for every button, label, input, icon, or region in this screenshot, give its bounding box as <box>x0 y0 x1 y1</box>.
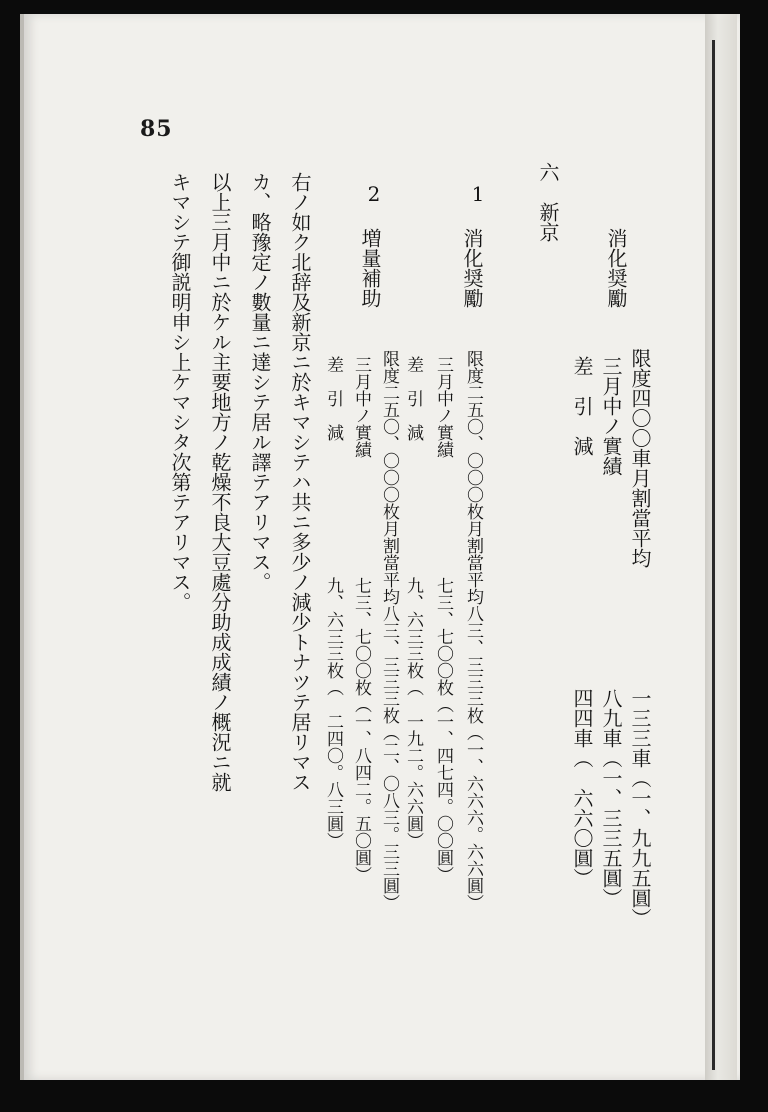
block-a-value1: 一三三車（一、九九五圓） <box>628 688 652 928</box>
page-number: 85 <box>140 116 173 142</box>
block-a-line2: 三月中ノ實績 <box>599 356 623 476</box>
item1-line1: 限度二五〇、〇〇〇枚月割當平均八三、三三三枚（一、六六六。六六圓） <box>463 350 483 911</box>
page-gutter <box>705 14 737 1080</box>
paragraph-line-4: キマシテ御説明申シ上ケマシタ次第テアリマス。 <box>168 172 192 612</box>
item1-title: 消化奨勵 <box>460 228 484 308</box>
item1-line3: 差 引 減 九、六三三枚（ 一九二。六六圓） <box>403 356 423 849</box>
section-heading: 六 新京 <box>536 162 560 242</box>
block-a-line1: 限度四〇〇車月割當平均 <box>628 348 652 568</box>
item2-line3: 差 引 減 九、六三三枚（ 二四〇。八三圓） <box>323 356 343 849</box>
item1-number: 1 <box>466 182 490 206</box>
block-a-title: 消化奨勵 <box>604 228 628 308</box>
item2-line2: 三月中ノ實績 七三、七〇〇枚（一、八四二。五〇圓） <box>351 356 371 883</box>
paragraph-line-3: 以上三月中ニ於ケル主要地方ノ乾燥不良大豆處分助成成績ノ概況ニ就 <box>208 172 232 792</box>
block-a-value3: 四四車（ 六六〇圓） <box>570 688 594 888</box>
block-a-line3: 差 引 減 <box>570 356 594 456</box>
item2-title: 増量補助 <box>358 228 382 308</box>
item2-number: 2 <box>362 182 386 206</box>
item1-line2: 三月中ノ實績 七三、七〇〇枚（一、四七四。〇〇圓） <box>433 356 453 883</box>
paragraph-line-1: 右ノ如ク北辞及新京ニ於キマシテハ共ニ多少ノ減少トナツテ居リマス <box>288 172 312 792</box>
paragraph-line-2: カ、略豫定ノ數量ニ達シテ居ル譯テアリマス。 <box>248 172 272 592</box>
page-edge-line <box>712 40 715 1070</box>
item2-line1: 限度二五〇、〇〇〇枚月割當平均八三、三三三枚（二、〇八三。三三圓） <box>379 350 399 911</box>
block-a-value2: 八九車（一、三三五圓） <box>599 688 623 908</box>
